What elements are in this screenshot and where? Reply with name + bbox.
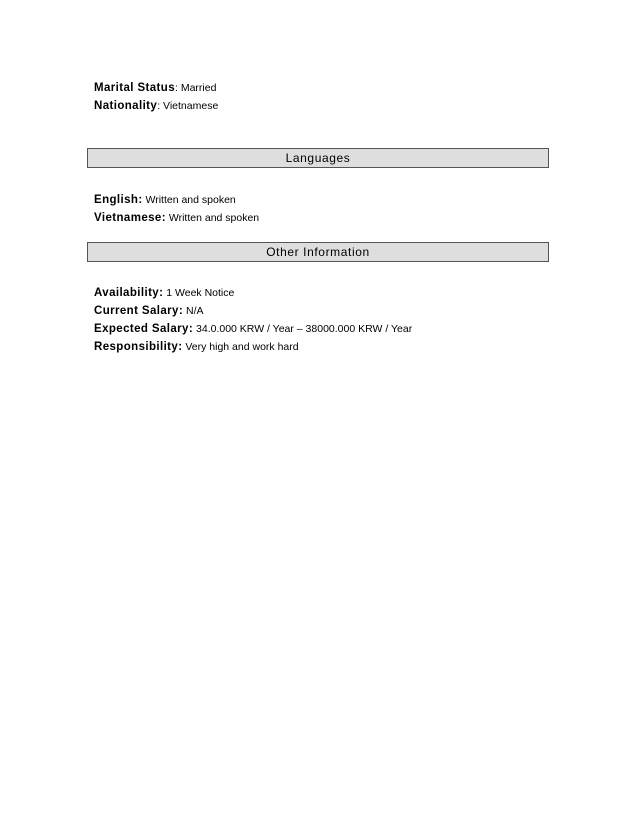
responsibility-row [94,340,299,354]
other-information-section-heading: Other Information [87,242,549,262]
english-label: English: [94,194,143,206]
nationality-label: Nationality [94,100,158,112]
vietnamese-value: Written and spoken [165,212,260,224]
vietnamese-label: Vietnamese: [94,212,166,224]
current-salary-label: Current Salary: [94,305,184,317]
expected-salary-value: 34.0.000 KRW / Year – 38000.000 KRW / Year [193,323,413,335]
expected-salary-row [94,322,412,336]
nationality-row [94,99,218,113]
availability-label: Availability: [94,287,164,299]
current-salary-value: N/A [183,305,204,317]
marital-status-row [94,81,216,95]
responsibility-value: Very high and work hard [182,341,299,353]
availability-row [94,286,234,300]
languages-section-heading: Languages [87,148,549,168]
marital-status-label: Marital Status [94,82,176,94]
marital-status-value: : Married [175,82,217,94]
current-salary-row [94,304,204,318]
nationality-value: : Vietnamese [157,100,219,112]
vietnamese-row [94,211,259,225]
english-row [94,193,236,207]
availability-value: 1 Week Notice [163,287,235,299]
responsibility-label: Responsibility: [94,341,183,353]
expected-salary-label: Expected Salary: [94,323,194,335]
english-value: Written and spoken [142,194,236,206]
